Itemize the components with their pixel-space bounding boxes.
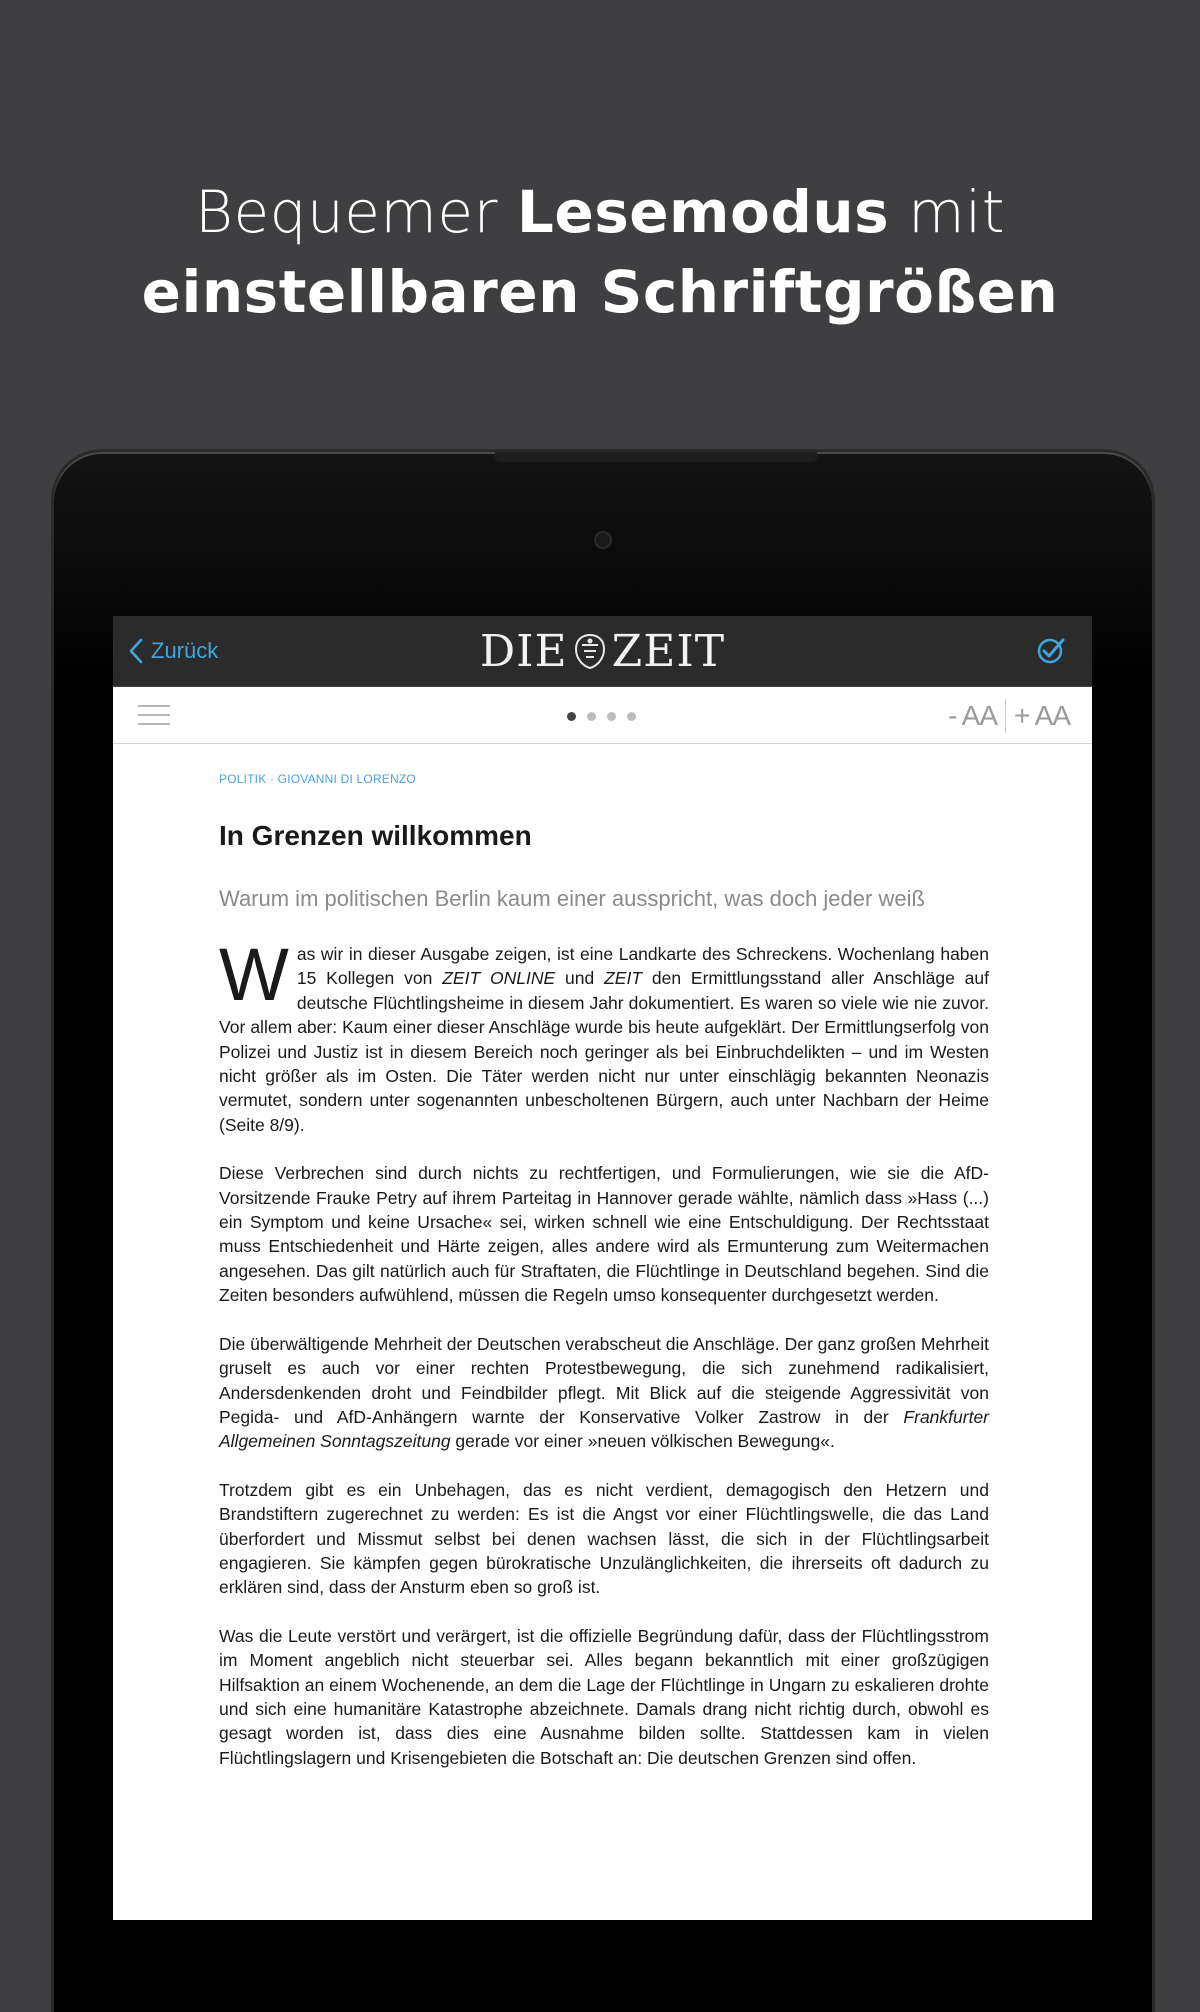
article-paragraph: Was die Leute verstört und verärgert, ist die offizielle Begründung dafür, dass der Flüchtlingsstrom im Moment angeblich nicht steuerbar sei. Alles begann bekanntlich mit einer großzügigen Hilfsaktion an einem Wochenende, an dem die Lage der Flüchtlinge in Ungarn zu eskalieren drohte und sich eine humanitäre Katastrophe abzeichnete. Damals drang nicht richtig durch, obwohl es gesagt worden ist, dass dies eine Ausnahme bilden sollte. Stattdessen kam in vielen Flüchtlingslagern und Krisengebieten die Botschaft an: Die deutschen Grenzen sind offen. (219, 1625, 989, 1768)
promo-line-1 (0, 172, 1200, 252)
page-dot[interactable] (607, 712, 616, 721)
die-zeit-logo (113, 626, 1092, 677)
text-run-italic: ZEIT (604, 968, 643, 989)
back-label: Zurück (151, 638, 219, 663)
promo-text: mit (908, 178, 1005, 246)
article-kicker[interactable]: POLITIK · GIOVANNI DI LORENZO (219, 772, 416, 786)
promo-line-2 (0, 252, 1200, 332)
menu-icon[interactable] (137, 703, 171, 727)
font-size-controls (940, 699, 1078, 733)
camera-icon (594, 531, 612, 549)
article-subtitle: Warum im politischen Berlin kaum einer ausspricht, was doch jeder weiß (219, 886, 925, 911)
text-run-italic: ZEIT ONLINE (442, 968, 556, 989)
page-dot[interactable] (627, 712, 636, 721)
decrease-font-button[interactable]: - AA (948, 700, 998, 731)
increase-font-label: + A (1014, 700, 1053, 731)
speaker-grille (495, 452, 817, 462)
decrease-font-label: - A (948, 700, 980, 731)
article-paragraph: Diese Verbrechen sind durch nichts zu rechtfertigen, und Formulierungen, wie sie die AfD-Vorsitzende Frauke Petry auf ihrem Parteitag in Hannover gerade wählte, nämlich dass »Hass (...) ein Symptom und keine Ursache« sei, wirken schnell wie eine Entschuldigung. Der Rechtsstaat muss Entschiedenheit und Härte zeigen, alles andere wird als Ermunterung zum Weitermachen angesehen. Das gilt natürlich auch für Straftaten, die Flüchtlinge in Deutschland begehen. Sind die Zeiten besonders aufwühlend, müssen die Regeln umso konsequenter durchgesetzt werden. (219, 1163, 989, 1306)
check-circle-icon[interactable] (1036, 635, 1066, 665)
increase-font-button[interactable]: + AA (1014, 700, 1070, 731)
article-paragraph (219, 933, 989, 1137)
app-screen (113, 616, 1092, 1920)
article-title: In Grenzen willkommen (219, 820, 532, 851)
reader-toolbar (113, 687, 1092, 744)
app-bar (113, 616, 1092, 687)
article (219, 772, 989, 1788)
promo-text-bold: einstellbaren Schriftgrößen (141, 258, 1059, 326)
page-dot-active[interactable] (567, 712, 576, 721)
logo-text-left: DIE (479, 626, 568, 677)
article-paragraph: Trotzdem gibt es ein Unbehagen, das es nicht verdient, demagogisch den Hetzern und Brandstiftern zugerechnet zu werden: Es ist die Angst vor einer Flüchtlingswelle, die das Land überfordert und Missmut selbst bei denen wachsen lässt, die sich in der Flüchtlingsarbeit engagieren. Sie kämpfen gegen bürokratische Unzulänglichkeiten, die ihrerseits oft dadurch zu erklären sind, dass der Ansturm eben so groß ist. (219, 1479, 989, 1598)
drop-cap: W (219, 933, 289, 1016)
text-run: Die überwältigende Mehrheit der Deutschen verabscheut die Anschläge. Der ganz großen Mehrheit gruselt es auch vor einer rechten Protestbewegung, die sich zunehmend radikalisiert, Andersdenkenden droht und Feindbilder pflegt. Mit Blick auf die steigende Aggressivität von Pegida- und AfD-Anhängern warnte der Konservative Volker Zastrow in der (219, 1333, 989, 1427)
article-paragraph (219, 1332, 989, 1454)
promo-text-bold: Lesemodus (516, 178, 890, 246)
text-run: gerade vor einer »neuen völkischen Bewegung«. (450, 1431, 835, 1452)
page-dot[interactable] (587, 712, 596, 721)
text-run-italic: Frankfurter Allgemeinen Sonntagszeitung (219, 1406, 989, 1452)
text-run: den Ermittlungsstand aller Anschläge auf deutsche Flüchtlingsheime in diesem Jahr dokumentiert. Es waren so viele wie nie zuvor. Vor allem aber: Kaum einer dieser Anschläge wurde bis heute aufgeklärt. Der Ermittlungserfolg von Polizei und Justiz ist in diesem Bereich noch geringer als bei Einbruchdelikten – und im Westen nicht größer als im Osten. Die Täter werden nicht nur unter einschlägig bekannten Neonazis vermutet, sondern unter sogenannten unbescholtenen Bürgern, auch unter Nachbarn der Heime (Seite 8/9). (219, 968, 989, 1135)
promo-headline (0, 172, 1200, 332)
crest-icon (570, 631, 610, 671)
text-run: as wir in dieser Ausgabe zeigen, ist eine Landkarte des Schreckens. Wochenlang haben 15 Kollegen von (296, 944, 989, 989)
text-run: und (555, 968, 605, 989)
logo-text-right: ZEIT (611, 626, 726, 677)
page-indicator (567, 712, 636, 721)
promo-text: Bequemer (195, 178, 498, 246)
